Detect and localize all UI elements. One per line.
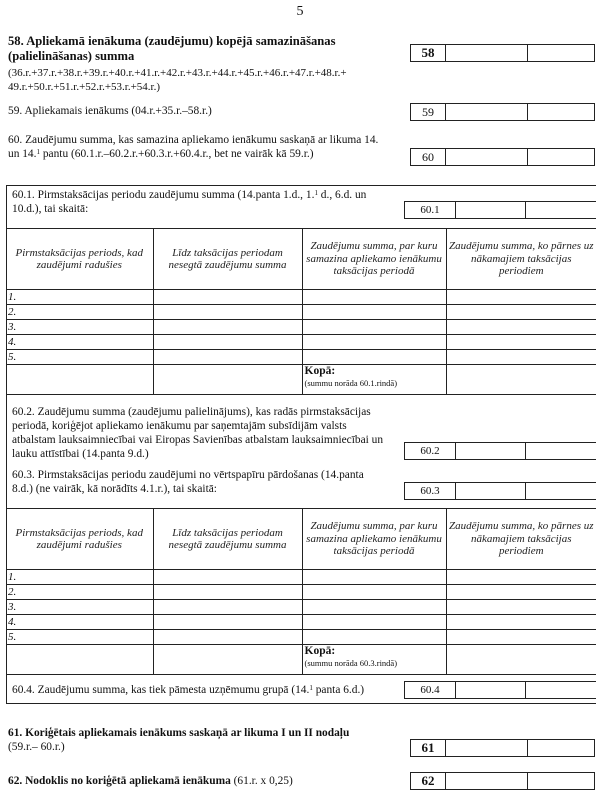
row-60-1-input-whole[interactable]: [456, 202, 526, 218]
row-60-3-line1: 60.3. Pirmstaksācijas periodu zaudējumi no vērtspapīru pārdošanas (14.panta: [12, 469, 364, 481]
row-62-label: [8, 774, 293, 788]
row-60-1-text-post: d., 6.d. un: [317, 189, 367, 201]
row-61-code: 61: [411, 740, 446, 756]
input-cell[interactable]: [446, 305, 596, 320]
row-60-2-field: [404, 442, 596, 460]
col-header-reduction-amount: Zaudējumu summa, par kuru samazina apliekamo ienākumu taksācijas periodā: [302, 509, 446, 570]
row-60-2-input-fraction[interactable]: [526, 443, 596, 459]
input-cell[interactable]: [153, 365, 302, 395]
row-index: 5.: [6, 630, 153, 645]
input-cell[interactable]: [153, 335, 302, 350]
row-61-label: [8, 726, 428, 754]
input-cell[interactable]: [302, 600, 446, 615]
input-cell[interactable]: [153, 630, 302, 645]
row-62-field: [410, 772, 595, 790]
row-60-label-line2: [8, 147, 408, 161]
input-cell[interactable]: [302, 585, 446, 600]
input-cell[interactable]: [153, 290, 302, 305]
input-cell[interactable]: [153, 320, 302, 335]
input-cell[interactable]: [302, 290, 446, 305]
total-label: Kopā:: [304, 645, 336, 657]
row-60-text: un 14.: [8, 148, 37, 160]
row-59-code: 59: [411, 104, 446, 120]
input-cell[interactable]: [302, 570, 446, 585]
row-61-field: [410, 739, 595, 757]
col-header-period: Pirmstaksācijas periods, kad zaudējumi radušies: [6, 229, 153, 290]
input-cell[interactable]: [446, 350, 596, 365]
input-cell[interactable]: [6, 645, 153, 675]
row-61-input-whole[interactable]: [446, 740, 528, 756]
row-index: 3.: [6, 600, 153, 615]
row-60-input-fraction[interactable]: [528, 149, 594, 165]
page-number: 5: [296, 4, 304, 19]
loss-table-60-1: [6, 228, 596, 395]
table-row: [6, 600, 596, 615]
row-60-code: 60: [411, 149, 446, 165]
input-cell[interactable]: [302, 630, 446, 645]
input-cell[interactable]: [153, 645, 302, 675]
row-60-1-input-fraction[interactable]: [526, 202, 596, 218]
row-62-title: 62. Nodoklis no koriģētā apliekamā ienākuma: [8, 775, 231, 787]
row-61-input-fraction[interactable]: [528, 740, 594, 756]
total-note: (summu norāda 60.3.rindā): [304, 658, 398, 668]
input-cell[interactable]: [446, 365, 596, 395]
input-cell[interactable]: [302, 305, 446, 320]
row-index: 1.: [6, 570, 153, 585]
superscript: 1: [309, 684, 313, 692]
col-header-uncovered-loss: Līdz taksācijas periodam nesegtā zaudējumu summa: [153, 509, 302, 570]
col-header-reduction-amount: Zaudējumu summa, par kuru samazina apliekamo ienākumu taksācijas periodā: [302, 229, 446, 290]
row-58-input-fraction[interactable]: [528, 45, 594, 61]
row-59-field: [410, 103, 595, 121]
row-60-4-input-fraction[interactable]: [526, 682, 596, 698]
total-note: (summu norāda 60.1.rindā): [304, 378, 398, 388]
input-cell[interactable]: [153, 350, 302, 365]
row-60-1-label-line1: [12, 188, 412, 202]
row-60-1-text: 60.1. Pirmstaksācijas periodu zaudējumu summa (14.panta 1.d., 1.: [12, 189, 315, 201]
row-58-formula-line2: 49.r.+50.r.+51.r.+52.r.+53.r.+54.r.): [8, 81, 161, 93]
row-62-input-fraction[interactable]: [528, 773, 594, 789]
table-row: [6, 320, 596, 335]
superscript: 1: [314, 189, 318, 197]
row-60-4-code: 60.4: [405, 682, 456, 698]
row-58-formula-line1: (36.r.+37.r.+38.r.+39.r.+40.r.+41.r.+42.r.+43.r.+44.r.+45.r.+46.r.+47.r.+48.r.+: [8, 67, 347, 79]
row-59-input-fraction[interactable]: [528, 104, 594, 120]
row-60-label-line1: 60. Zaudējumu summa, kas samazina apliekamo ienākumu saskaņā ar likuma 14.: [8, 134, 379, 146]
input-cell[interactable]: [302, 335, 446, 350]
row-index: 2.: [6, 305, 153, 320]
row-58-title: [8, 34, 408, 64]
row-60-input-whole[interactable]: [446, 149, 528, 165]
row-60-1-code: 60.1: [405, 202, 456, 218]
input-cell[interactable]: [446, 645, 596, 675]
row-index: 1.: [6, 290, 153, 305]
row-62-formula: (61.r. x 0,25): [230, 775, 293, 787]
row-60-1-field: [404, 201, 596, 219]
row-58-code: 58: [411, 45, 446, 61]
row-60-2-label: [12, 405, 432, 461]
row-60-2-line1: 60.2. Zaudējumu summa (zaudējumu palielinājums), kas radās pirmstaksācijas: [12, 406, 371, 418]
table-total-row: [6, 365, 596, 395]
row-60-3-code: 60.3: [405, 483, 456, 499]
col-header-carried-forward: Zaudējumu summa, ko pārnes uz nākamajiem taksācijas periodiem: [446, 509, 596, 570]
row-index: 2.: [6, 585, 153, 600]
row-index: 4.: [6, 335, 153, 350]
row-60-2-line4: lauku attīstībai (14.panta 9.d.): [12, 448, 149, 460]
table-total-row: [6, 645, 596, 675]
row-60-2-line2: periodā, koriģējot apliekamo ienākumu par saņemtajām subsīdijām valsts: [12, 420, 347, 432]
row-60-4-input-whole[interactable]: [456, 682, 526, 698]
row-60-3-field: [404, 482, 596, 500]
row-62-input-whole[interactable]: [446, 773, 528, 789]
row-61-title: 61. Koriģētais apliekamais ienākums saskaņā ar likuma I un II nodaļu: [8, 727, 350, 739]
row-62-code: 62: [411, 773, 446, 789]
row-61-formula: (59.r.– 60.r.): [8, 741, 65, 753]
input-cell[interactable]: [6, 365, 153, 395]
superscript: 1: [36, 148, 40, 156]
input-cell[interactable]: [302, 320, 446, 335]
row-index: 4.: [6, 615, 153, 630]
table-row: [6, 630, 596, 645]
row-60-4-field: [404, 681, 596, 699]
table-row: [6, 350, 596, 365]
row-index: 5.: [6, 350, 153, 365]
row-60-4-text-post: panta 6.d.): [312, 684, 365, 696]
row-index: 3.: [6, 320, 153, 335]
row-60-1-label-line2: 10.d.), tai skaitā:: [12, 203, 89, 215]
col-header-uncovered-loss: Līdz taksācijas periodam nesegtā zaudējumu summa: [153, 229, 302, 290]
table-header-row: [6, 509, 596, 570]
row-60-4-text: 60.4. Zaudējumu summa, kas tiek pāmesta uzņēmumu grupā (14.: [12, 684, 310, 696]
row-60-3-input-fraction[interactable]: [526, 483, 596, 499]
row-60-2-input-whole[interactable]: [456, 443, 526, 459]
col-header-period: Pirmstaksācijas periods, kad zaudējumi radušies: [6, 509, 153, 570]
row-60-field: [410, 148, 595, 166]
input-cell[interactable]: [446, 320, 596, 335]
input-cell[interactable]: [446, 335, 596, 350]
row-58-input-whole[interactable]: [446, 45, 528, 61]
table-row: [6, 615, 596, 630]
row-58-title-line2: (palielināšanas) summa: [8, 49, 135, 63]
input-cell[interactable]: [153, 615, 302, 630]
row-60-2-line3: atbalstam lauksaimniecībai vai Eiropas Savienības atbalstam lauksaimniecībai un: [12, 434, 384, 446]
row-58-formula: [8, 66, 428, 94]
table-row: [6, 305, 596, 320]
input-cell[interactable]: [153, 305, 302, 320]
col-header-carried-forward: Zaudējumu summa, ko pārnes uz nākamajiem taksācijas periodiem: [446, 229, 596, 290]
total-label-cell: [302, 365, 446, 395]
row-60-2-code: 60.2: [405, 443, 456, 459]
table-row: [6, 570, 596, 585]
input-cell[interactable]: [446, 570, 596, 585]
table-row: [6, 335, 596, 350]
table-row: [6, 585, 596, 600]
row-59-label: 59. Apliekamais ienākums (04.r.+35.r.–58.r.): [8, 105, 212, 117]
input-cell[interactable]: [153, 570, 302, 585]
input-cell[interactable]: [446, 600, 596, 615]
row-60-1-label: [12, 188, 412, 216]
row-58-field: [410, 44, 595, 62]
input-cell[interactable]: [446, 290, 596, 305]
input-cell[interactable]: [153, 585, 302, 600]
input-cell[interactable]: [446, 630, 596, 645]
input-cell[interactable]: [302, 350, 446, 365]
row-60-3-input-whole[interactable]: [456, 483, 526, 499]
table-row: [6, 290, 596, 305]
total-label: Kopā:: [304, 365, 336, 377]
input-cell[interactable]: [446, 585, 596, 600]
row-60-3-line2: 8.d.) (ne vairāk, kā norādīts 4.1.r.), tai skaitā:: [12, 483, 217, 495]
loss-table-60-3: [6, 508, 596, 675]
input-cell[interactable]: [302, 615, 446, 630]
total-label-cell: [302, 645, 446, 675]
input-cell[interactable]: [446, 615, 596, 630]
row-58-title-line1: 58. Apliekamā ienākuma (zaudējumu) kopējā samazināšanas: [8, 34, 336, 48]
row-60-label: [8, 133, 408, 161]
input-cell[interactable]: [153, 600, 302, 615]
row-59-input-whole[interactable]: [446, 104, 528, 120]
row-60-text-post: pantu (60.1.r.–60.2.r.+60.3.r.+60.4.r., bet ne vairāk kā 59.r.): [39, 148, 314, 160]
table-header-row: [6, 229, 596, 290]
row-60-4-label: [12, 683, 364, 697]
row-60-3-label: [12, 468, 412, 496]
